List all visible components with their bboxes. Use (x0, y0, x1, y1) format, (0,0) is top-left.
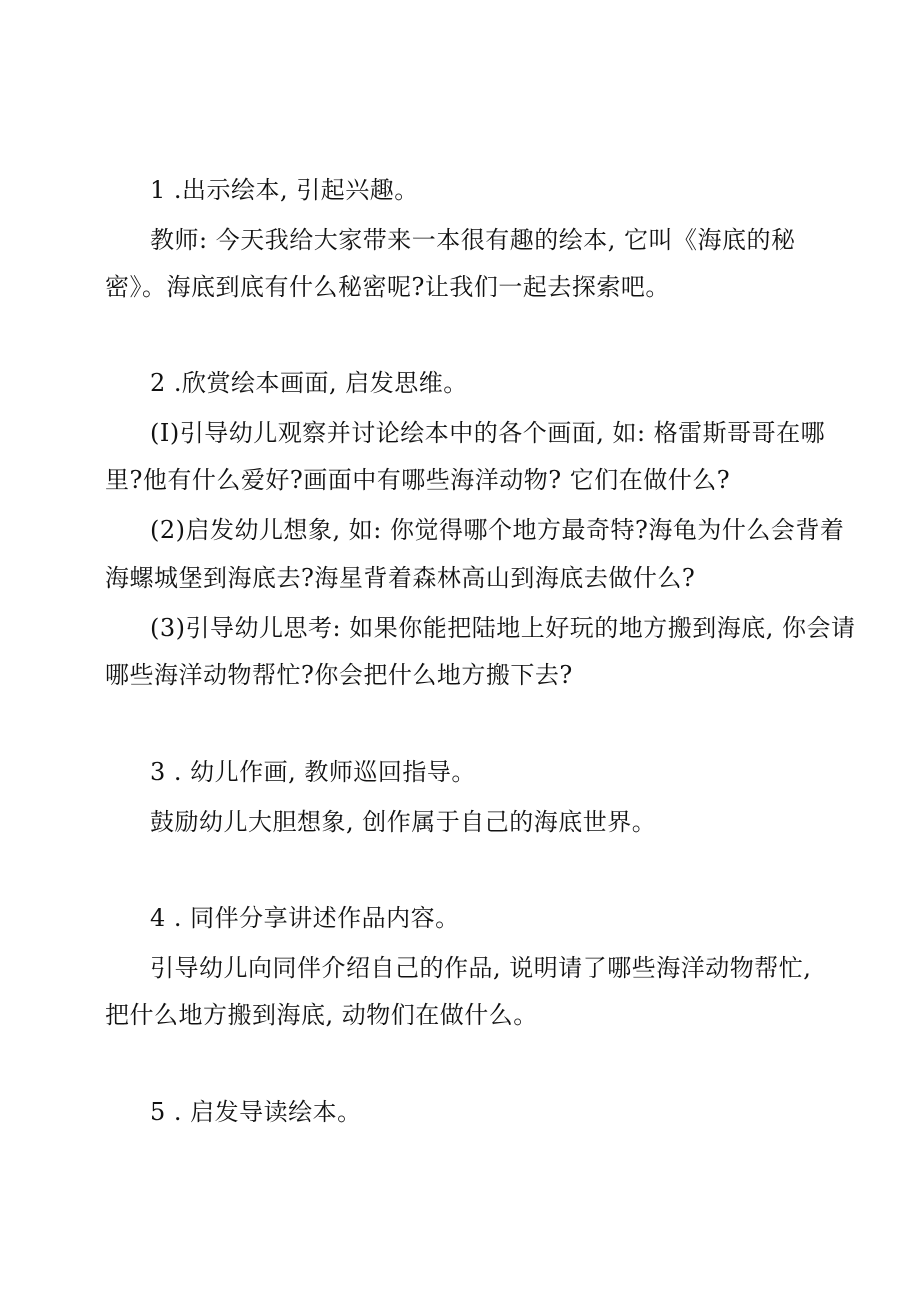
section-4-paragraph-1-line-2: 把什么地方搬到海底, 动物们在做什么。 (105, 1001, 538, 1029)
section-2-paragraph-3-line-1: (3)引导幼儿思考: 如果你能把陆地上好玩的地方搬到海底, 你会请 (150, 614, 856, 642)
section-5-heading: 5 . 启发导读绘本。 (150, 1098, 362, 1126)
section-4-paragraph-1-line-1: 引导幼儿向同伴介绍自己的作品, 说明请了哪些海洋动物帮忙, (150, 954, 812, 982)
section-1-paragraph-1-line-2: 密》。海底到底有什么秘密呢?让我们一起去探索吧。 (105, 273, 670, 301)
section-3-heading: 3 . 幼儿作画, 教师巡回指导。 (150, 758, 476, 786)
section-2-heading: 2 .欣赏绘本画面, 启发思维。 (150, 369, 468, 397)
section-2-paragraph-2-line-2: 海螺城堡到海底去?海星背着森林高山到海底去做什么? (105, 564, 696, 592)
section-1-heading: 1 .出示绘本, 引起兴趣。 (150, 176, 419, 204)
section-2-paragraph-3-line-2: 哪些海洋动物帮忙?你会把什么地方搬下去? (105, 661, 573, 689)
section-3-paragraph-1-line-1: 鼓励幼儿大胆想象, 创作属于自己的海底世界。 (150, 808, 657, 836)
section-1-paragraph-1-line-1: 教师: 今天我给大家带来一本很有趣的绘本, 它叫《海底的秘 (150, 226, 796, 254)
section-2-paragraph-1-line-1: (I)引导幼儿观察并讨论绘本中的各个画面, 如: 格雷斯哥哥在哪 (150, 419, 826, 447)
section-4-heading: 4 . 同伴分享讲述作品内容。 (150, 904, 460, 932)
section-2-paragraph-2-line-1: (2)启发幼儿想象, 如: 你觉得哪个地方最奇特?海龟为什么会背着 (150, 516, 845, 544)
section-2-paragraph-1-line-2: 里?他有什么爱好?画面中有哪些海洋动物? 它们在做什么? (105, 466, 731, 494)
